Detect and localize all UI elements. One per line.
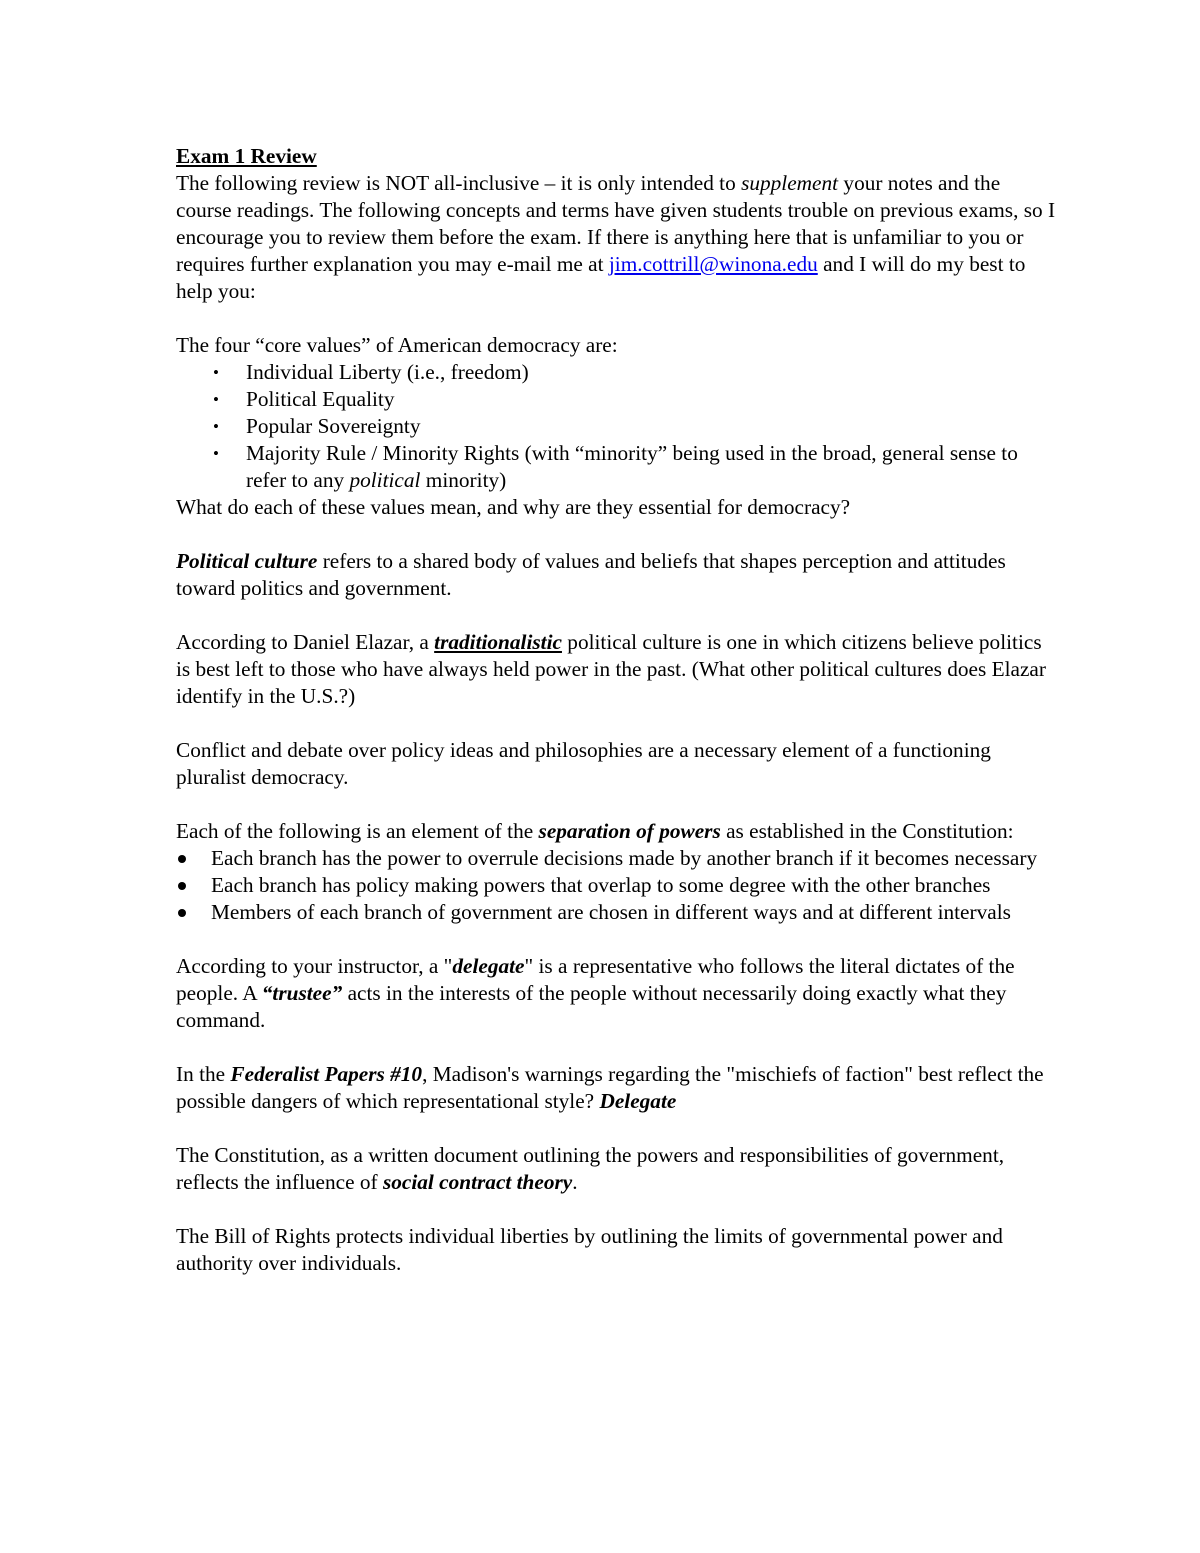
list-item — [176, 386, 1056, 413]
separation-term: separation of powers — [538, 819, 721, 843]
trustee-term: “trustee” — [261, 981, 343, 1005]
list-item-text: Members of each branch of government are chosen in different ways and at different intervals — [211, 900, 1011, 924]
federalist-paragraph — [176, 1061, 1056, 1115]
separation-paragraph — [176, 818, 1056, 845]
core-values-list — [176, 359, 1056, 494]
intro-emphasis: supplement — [741, 171, 839, 195]
separation-text-2: as established in the Constitution: — [720, 819, 1014, 843]
elazar-text-2: political culture is one in which citizens believe politics is best left to those who have always held power in the past. (What other political cultures does Elazar identify in the U.S.?) — [176, 630, 1046, 708]
list-item-text: Popular Sovereignty — [246, 414, 421, 438]
list-item-text: minority) — [420, 468, 507, 492]
constitution-term: social contract theory — [382, 1170, 573, 1194]
list-item — [176, 440, 1056, 494]
bullet-icon: • — [213, 390, 219, 409]
list-item-text: Individual Liberty (i.e., freedom) — [246, 360, 529, 384]
list-item — [176, 872, 1056, 899]
separation-list — [176, 845, 1056, 926]
bullet-icon — [178, 855, 186, 863]
email-link[interactable]: jim.cottrill@winona.edu — [608, 252, 818, 276]
federalist-answer: Delegate — [599, 1089, 677, 1113]
list-item — [176, 899, 1056, 926]
intro-text-3: and I will do my best to help you: — [176, 252, 1026, 303]
delegate-text-2: " is a representative who follows the literal dictates of the people. A — [176, 954, 1015, 1005]
list-item — [176, 845, 1056, 872]
federalist-term: Federalist Papers #10 — [230, 1062, 423, 1086]
list-item-text: Each branch has the power to overrule decisions made by another branch if it becomes necessary — [211, 846, 1038, 870]
bill-of-rights-paragraph: The Bill of Rights protects individual liberties by outlining the limits of governmental power and authority over individuals. — [176, 1224, 1003, 1275]
political-culture-paragraph — [176, 548, 1056, 602]
federalist-text-2: , Madison's warnings regarding the "mischiefs of faction" best reflect the possible dangers of which representational style? — [176, 1062, 1044, 1113]
bullet-icon: • — [213, 417, 219, 436]
federalist-text-1: In the — [176, 1062, 231, 1086]
political-culture-term: Political culture — [176, 549, 318, 573]
list-item — [176, 413, 1056, 440]
bullet-icon — [178, 882, 186, 890]
constitution-text-1: The Constitution, as a written document outlining the powers and responsibilities of government, reflects the influence of — [176, 1143, 1005, 1194]
delegate-text-3: acts in the interests of the people without necessarily doing exactly what they command. — [176, 981, 1007, 1032]
bullet-icon: • — [213, 444, 219, 463]
title-text: Exam 1 Review — [176, 144, 317, 168]
list-item-text: Majority Rule / Minority Rights (with “minority” being used in the broad, general sense to refer to any — [246, 441, 1018, 492]
list-item-emphasis: political — [349, 468, 421, 492]
conflict-paragraph: Conflict and debate over policy ideas and philosophies are a necessary element of a functioning pluralist democracy. — [176, 738, 991, 789]
separation-text-1: Each of the following is an element of the — [176, 819, 539, 843]
constitution-text-2: . — [572, 1170, 578, 1194]
delegate-term: delegate — [452, 954, 525, 978]
delegate-paragraph — [176, 953, 1056, 1034]
elazar-term: traditionalistic — [434, 630, 562, 654]
intro-paragraph — [176, 170, 1056, 305]
intro-text-2: your notes and the course readings. The following concepts and terms have given students trouble on previous exams, so I encourage you to review them before the exam. If there is anything here that is unfamiliar to you or requires further explanation you may e-mail me at — [176, 171, 1056, 276]
page-title — [176, 143, 1056, 170]
constitution-paragraph — [176, 1142, 1056, 1196]
list-item — [176, 359, 1056, 386]
core-values-lead: The four “core values” of American democracy are: — [176, 333, 618, 357]
intro-text-1: The following review is NOT all-inclusive – it is only intended to — [176, 171, 742, 195]
delegate-text-1: According to your instructor, a " — [176, 954, 453, 978]
document-body — [176, 143, 1056, 1277]
core-values-question: What do each of these values mean, and why are they essential for democracy? — [176, 495, 851, 519]
bullet-icon: • — [213, 363, 219, 382]
list-item-text: Political Equality — [246, 387, 395, 411]
elazar-text-1: According to Daniel Elazar, a — [176, 630, 435, 654]
elazar-paragraph — [176, 629, 1056, 710]
bullet-icon — [178, 909, 186, 917]
list-item-text: Each branch has policy making powers that overlap to some degree with the other branches — [211, 873, 991, 897]
political-culture-text: refers to a shared body of values and beliefs that shapes perception and attitudes toward politics and government. — [176, 549, 1006, 600]
